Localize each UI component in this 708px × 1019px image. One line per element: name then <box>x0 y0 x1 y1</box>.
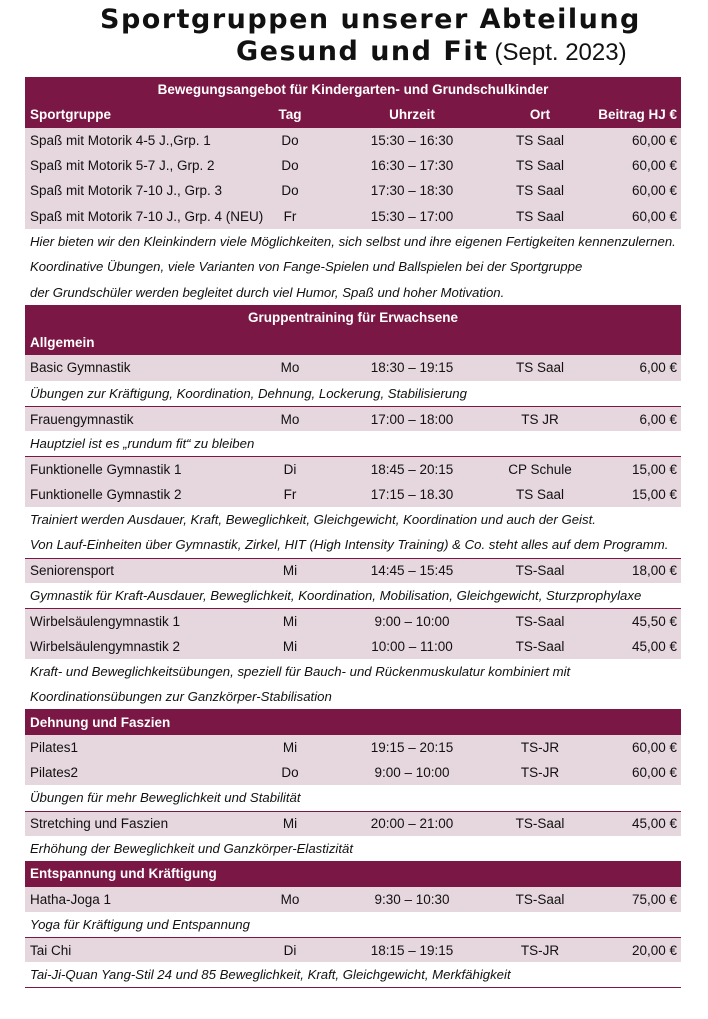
group-time: 17:30 – 18:30 <box>370 183 454 199</box>
description-note: Hauptziel ist es „rundum fit“ zu bleiben <box>25 431 681 456</box>
group-name: Pilates2 <box>30 765 79 781</box>
group-place: TS-Saal <box>515 638 565 654</box>
table-row <box>25 937 681 962</box>
column-header-time: Uhrzeit <box>389 107 435 123</box>
group-place: TS Saal <box>515 208 565 224</box>
group-fee: 60,00 € <box>631 158 677 174</box>
group-day: Mi <box>282 638 298 654</box>
description-note: Gymnastik für Kraft-Ausdauer, Beweglichkeit, Koordination, Mobilisation, Gleichgewicht, Sturzprophylaxe <box>25 583 681 608</box>
group-name: Funktionelle Gymnastik 1 <box>30 462 182 478</box>
group-day: Mi <box>282 613 298 629</box>
group-day: Fr <box>283 486 297 502</box>
description-note: Yoga für Kräftigung und Entspannung <box>25 912 681 937</box>
group-time: 19:15 – 20:15 <box>370 739 454 755</box>
group-day: Mi <box>282 563 298 579</box>
group-name: Wirbelsäulengymnastik 1 <box>30 613 181 629</box>
group-day: Mi <box>282 816 298 832</box>
group-fee: 60,00 € <box>631 765 677 781</box>
description-note: Kraft- und Beweglichkeitsübungen, speziell für Bauch- und Rückenmuskulatur kombiniert mit <box>25 659 681 684</box>
group-day: Di <box>283 942 297 958</box>
group-time: 17:00 – 18:00 <box>370 411 454 427</box>
group-fee: 18,00 € <box>631 563 677 579</box>
description-note: der Grundschüler werden begleitet durch viel Humor, Spaß und hoher Motivation. <box>25 279 681 304</box>
group-day: Do <box>281 183 299 199</box>
group-day: Mo <box>280 411 300 427</box>
group-day: Mo <box>280 360 300 376</box>
table-row <box>25 558 681 583</box>
group-fee: 60,00 € <box>631 183 677 199</box>
group-place: TS-JR <box>520 739 560 755</box>
description-note: Hier bieten wir den Kleinkindern viele Möglichkeiten, sich selbst und ihre eigenen Fertigkeiten kennenzulernen. <box>25 229 681 254</box>
group-header-allgemein: Allgemein <box>25 330 681 355</box>
group-fee: 60,00 € <box>631 739 677 755</box>
description-note: Übungen für mehr Beweglichkeit und Stabilität <box>25 785 681 810</box>
table-row <box>25 634 681 659</box>
group-time: 18:30 – 19:15 <box>370 360 454 376</box>
group-place: TS Saal <box>515 486 565 502</box>
group-fee: 20,00 € <box>631 942 677 958</box>
group-place: TS Saal <box>515 183 565 199</box>
group-fee: 6,00 € <box>639 360 677 376</box>
group-fee: 75,00 € <box>631 891 677 907</box>
group-fee: 60,00 € <box>631 208 677 224</box>
date-label: (Sept. 2023) <box>494 39 627 66</box>
group-name: Tai Chi <box>30 942 72 958</box>
group-day: Do <box>281 765 299 781</box>
group-time: 16:30 – 17:30 <box>370 158 454 174</box>
group-fee: 60,00 € <box>631 132 677 148</box>
group-name: Funktionelle Gymnastik 2 <box>30 486 182 502</box>
group-time: 15:30 – 16:30 <box>370 132 454 148</box>
group-fee: 15,00 € <box>631 486 677 502</box>
table-row <box>25 735 681 760</box>
group-place: CP Schule <box>508 462 572 478</box>
schedule-table <box>25 77 681 988</box>
table-row <box>25 811 681 836</box>
group-fee: 45,00 € <box>631 638 677 654</box>
group-place: TS Saal <box>515 360 565 376</box>
group-place: TS-Saal <box>515 613 565 629</box>
group-time: 15:30 – 17:00 <box>370 208 454 224</box>
table-row <box>25 608 681 633</box>
group-time: 9:00 – 10:00 <box>374 613 450 629</box>
group-fee: 6,00 € <box>639 411 677 427</box>
table-row <box>25 128 681 153</box>
group-day: Do <box>281 158 299 174</box>
column-header-day: Tag <box>278 107 302 123</box>
group-name: Hatha-Joga 1 <box>30 891 112 907</box>
group-header-dehnung: Dehnung und Faszien <box>25 709 681 734</box>
table-row <box>25 456 681 481</box>
description-note: Tai-Ji-Quan Yang-Stil 24 und 85 Beweglichkeit, Kraft, Gleichgewicht, Merkfähigkeit <box>25 962 681 987</box>
description-note: Erhöhung der Beweglichkeit und Ganzkörper-Elastizität <box>25 836 681 861</box>
group-place: TS-Saal <box>515 563 565 579</box>
group-time: 17:15 – 18.30 <box>370 486 454 502</box>
column-header-row <box>25 102 681 127</box>
group-place: TS-JR <box>520 765 560 781</box>
column-header-fee: Beitrag HJ € <box>598 107 677 123</box>
group-time: 20:00 – 21:00 <box>370 816 454 832</box>
group-fee: 45,50 € <box>631 613 677 629</box>
table-row <box>25 482 681 507</box>
description-note: Übungen zur Kräftigung, Koordination, Dehnung, Lockerung, Stabilisierung <box>25 381 681 406</box>
group-place: TS Saal <box>515 132 565 148</box>
description-note: Koordinationsübungen zur Ganzkörper-Stabilisation <box>25 684 681 709</box>
section-header-kids: Bewegungsangebot für Kindergarten- und Grundschulkinder <box>25 77 681 102</box>
group-name: Seniorensport <box>30 563 115 579</box>
group-fee: 45,00 € <box>631 816 677 832</box>
group-time: 9:00 – 10:00 <box>374 765 450 781</box>
group-name: Stretching und Faszien <box>30 816 169 832</box>
group-time: 9:30 – 10:30 <box>374 891 450 907</box>
column-header-place: Ort <box>529 107 551 123</box>
group-day: Di <box>283 462 297 478</box>
group-place: TS-JR <box>520 942 560 958</box>
group-time: 14:45 – 15:45 <box>370 563 454 579</box>
subtitle-text: Gesund und Fit <box>236 36 489 67</box>
group-day: Fr <box>283 208 297 224</box>
table-row <box>25 760 681 785</box>
group-time: 18:45 – 20:15 <box>370 462 454 478</box>
description-note: Koordinative Übungen, viele Varianten von Fange-Spielen und Ballspielen bei der Sportgruppe <box>25 254 681 279</box>
group-day: Mo <box>280 891 300 907</box>
page-subtitle <box>236 36 627 67</box>
group-place: TS-Saal <box>515 891 565 907</box>
group-header-entspannung: Entspannung und Kräftigung <box>25 861 681 886</box>
column-header-group: Sportgruppe <box>30 107 111 123</box>
group-name: Basic Gymnastik <box>30 360 131 376</box>
group-day: Mi <box>282 739 298 755</box>
group-time: 18:15 – 19:15 <box>370 942 454 958</box>
group-place: TS JR <box>521 411 559 427</box>
table-row <box>25 355 681 380</box>
group-place: TS-Saal <box>515 816 565 832</box>
description-note: Trainiert werden Ausdauer, Kraft, Beweglichkeit, Gleichgewicht, Koordination und auch der Geist. <box>25 507 681 532</box>
section-header-adults: Gruppentraining für Erwachsene <box>25 305 681 330</box>
group-name: Pilates1 <box>30 739 79 755</box>
table-row <box>25 887 681 912</box>
table-row <box>25 203 681 228</box>
page-title: Sportgruppen unserer Abteilung <box>100 4 641 35</box>
group-name: Frauengymnastik <box>30 411 134 427</box>
group-name: Spaß mit Motorik 7-10 J., Grp. 3 <box>30 183 223 199</box>
table-row <box>25 178 681 203</box>
group-time: 10:00 – 11:00 <box>371 638 453 654</box>
group-name: Spaß mit Motorik 7-10 J., Grp. 4 (NEU) <box>30 208 264 224</box>
group-name: Wirbelsäulengymnastik 2 <box>30 638 181 654</box>
group-day: Do <box>281 132 299 148</box>
table-row <box>25 406 681 431</box>
group-fee: 15,00 € <box>631 462 677 478</box>
group-name: Spaß mit Motorik 4-5 J.,Grp. 1 <box>30 132 211 148</box>
table-row <box>25 153 681 178</box>
group-place: TS Saal <box>515 158 565 174</box>
group-name: Spaß mit Motorik 5-7 J., Grp. 2 <box>30 158 215 174</box>
description-note: Von Lauf-Einheiten über Gymnastik, Zirkel, HIT (High Intensity Training) & Co. steht alles auf dem Programm. <box>25 532 681 557</box>
